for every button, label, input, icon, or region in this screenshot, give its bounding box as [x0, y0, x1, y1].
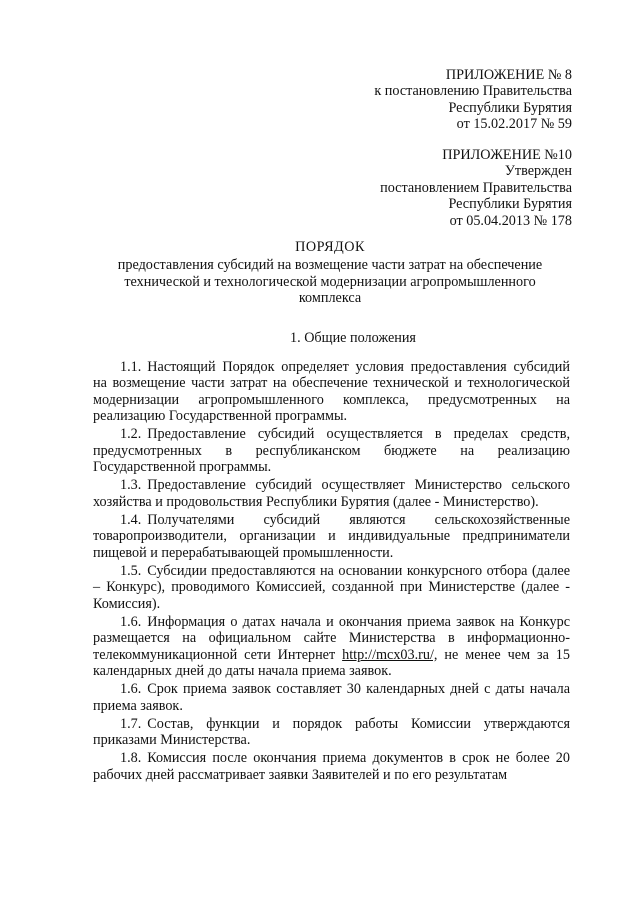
paragraph-text: Предоставление субсидий осуществляет Министерство сельского хозяйства и продовольствия Республики Бурятия (далее - Министерство). [93, 477, 570, 510]
appendix-8-ref: к постановлению Правительства [374, 83, 572, 100]
appendix-8-title: ПРИЛОЖЕНИЕ № 8 [445, 67, 572, 83]
appendix-8-region: Республики Бурятия [448, 99, 572, 116]
appendix-8-block [374, 67, 572, 133]
appendix-10-region: Республики Бурятия [448, 196, 572, 213]
paragraph-number: 1.6. [120, 681, 142, 698]
document-body [93, 359, 570, 783]
paragraph-number: 1.8. [120, 750, 142, 767]
paragraph-1-1 [93, 359, 570, 425]
paragraph-text: Информация о датах начала и окончания приема заявок на Конкурс размещается на официальном сайте Министерства в информационно-телекоммуникационной сети Интернет [93, 613, 570, 663]
paragraph-text: не менее чем за 15 календарных дней до даты начала приема заявок. [93, 646, 570, 680]
paragraph-number: 1.2. [120, 426, 142, 443]
paragraph-number: 1.4. [120, 511, 142, 528]
paragraph-1-6-term [93, 681, 570, 714]
document-title: ПОРЯДОК [295, 239, 365, 255]
paragraph-1-5 [93, 563, 570, 612]
paragraph-number: 1.1. [120, 359, 142, 375]
document-title-block [92, 239, 568, 307]
document-subtitle: предоставления субсидий на возмещение части затрат на обеспечение технической и технологической модернизации агропромышленного комплекса [117, 257, 543, 307]
appendix-10-approved: Утвержден [504, 163, 572, 180]
paragraph-1-2 [93, 426, 570, 475]
appendix-10-ref: постановлением Правительства [380, 179, 572, 196]
appendix-10-block [380, 147, 572, 229]
paragraph-text: Получателями субсидий являются сельскохозяйственные товаропроизводители, организации и индивидуальные предприниматели пищевой и перерабатывающей промышленности. [93, 511, 570, 561]
paragraph-number: 1.3. [120, 477, 142, 494]
paragraph-1-6-info [93, 614, 570, 680]
paragraph-number: 1.5. [120, 562, 142, 579]
paragraph-1-7 [93, 716, 570, 749]
paragraph-number: 1.7. [120, 715, 142, 732]
paragraph-1-8 [93, 750, 570, 783]
paragraph-text: Предоставление субсидий осуществляется в пределах средств, предусмотренных в республиканском бюджете на реализацию Государственной программы. [93, 426, 570, 476]
appendix-8-date: от 15.02.2017 № 59 [456, 116, 572, 133]
paragraph-text: Настоящий Порядок определяет условия предоставления субсидий на возмещение части затрат на обеспечение технической и технологической модернизации агропромышленного комплекса, предусмотренных на реализацию Государственной программы. [93, 359, 570, 425]
paragraph-number: 1.6. [120, 613, 142, 630]
section-heading: 1. Общие положения [290, 330, 416, 346]
appendix-10-date: от 05.04.2013 № 178 [449, 212, 572, 229]
paragraph-1-3 [93, 477, 570, 510]
paragraph-text: Срок приема заявок составляет 30 календарных дней с даты начала приема заявок. [93, 681, 570, 714]
paragraph-text: Состав, функции и порядок работы Комиссии утверждаются приказами Министерства. [93, 715, 570, 749]
paragraph-text: Субсидии предоставляются на основании конкурсного отбора (далее – Конкурс), проводимого Комиссией, созданной при Министерстве (далее - Комиссия). [93, 562, 570, 612]
appendix-10-title: ПРИЛОЖЕНИЕ №10 [442, 147, 572, 163]
ministry-website-link[interactable]: http://mcx03.ru/, [342, 646, 438, 663]
paragraph-1-4 [93, 512, 570, 561]
paragraph-text: Комиссия после окончания приема документов в срок не более 20 рабочих дней рассматривает заявки Заявителей и по его результатам [93, 750, 570, 783]
